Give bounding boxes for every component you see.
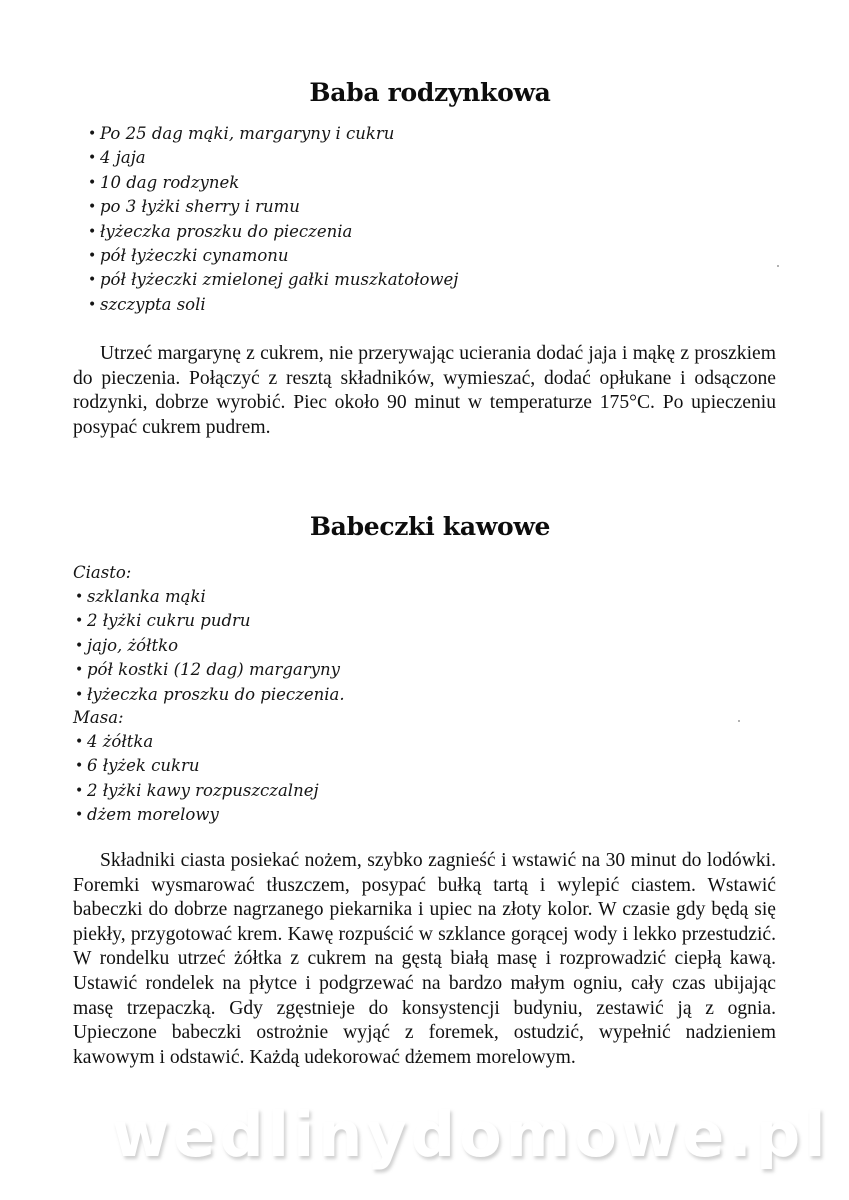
bullet-icon: • xyxy=(88,199,97,216)
ingredient-item: • łyżeczka proszku do pieczenia xyxy=(88,220,458,244)
ingredient-item: • 10 dag rodzynek xyxy=(88,171,458,195)
bullet-icon: • xyxy=(75,734,84,750)
ingredient-item: • 6 łyżek cukru xyxy=(75,754,319,778)
ingredient-item: • pół łyżeczki zmielonej gałki muszkatołowej xyxy=(88,268,458,292)
ingredient-list-masa xyxy=(75,730,319,828)
ingredient-item: • pół łyżeczki cynamonu xyxy=(88,244,458,268)
bullet-icon: • xyxy=(75,662,84,679)
bullet-icon: • xyxy=(75,758,84,775)
scan-speck xyxy=(777,265,779,267)
ingredient-item: • 2 łyżki kawy rozpuszczalnej xyxy=(75,779,319,803)
bullet-icon: • xyxy=(75,807,84,824)
bullet-icon: • xyxy=(88,272,97,289)
ingredient-item: • łyżeczka proszku do pieczenia. xyxy=(75,683,345,707)
ingredient-item: • szczypta soli xyxy=(88,293,458,317)
bullet-icon: • xyxy=(88,248,97,265)
bullet-icon: • xyxy=(88,223,97,240)
section-label-ciasto: Ciasto: xyxy=(73,563,132,582)
instructions-baba: Utrzeć margarynę z cukrem, nie przerywając ucierania dodać jaja i mąkę z proszkiem do pieczenia. Połączyć z resztą składników, wymieszać, dodać opłukane i odsączone rodzynki, dobrze wyrobić. Piec około 90 minut w temperaturze 175°C. Po upieczeniu posypać cukrem pudrem. xyxy=(73,343,776,438)
bullet-icon: • xyxy=(88,296,97,313)
ingredient-list-ciasto xyxy=(75,585,345,707)
bullet-icon: • xyxy=(88,126,97,142)
bullet-icon: • xyxy=(75,589,84,605)
ingredient-item: • dżem morelowy xyxy=(75,803,319,827)
bullet-icon: • xyxy=(75,637,84,654)
bullet-icon: • xyxy=(75,613,84,630)
instructions-babeczki: Składniki ciasta posiekać nożem, szybko zagnieść i wstawić na 30 minut do lodówki. Foremki wysmarować tłuszczem, posypać bułką tartą i wylepić ciastem. Wstawić babeczki do dobrze nagrzanego piekarnika i upiec na złoty kolor. W czasie gdy będą się piekły, przygotować krem. Kawę rozpuścić w szklance gorącej wody i lekko przestudzić. W rondelku utrzeć żółtka z cukrem na gęstą białą masę i rozprowadzić ciepłą kawą. Ustawić rondelek na płytce i podgrzewać na bardzo małym ogniu, cały czas ubijając masę trzepaczką. Gdy zgęstnieje do konsystencji budyniu, zestawić ją z ognia. Upieczone babeczki ostrożnie wyjąć z foremek, ostudzić, wypełnić nadzieniem kawowym i odstawić. Każdą udekorować dżemem morelowym. xyxy=(73,850,776,1068)
bullet-icon: • xyxy=(75,782,84,799)
watermark: wedlinydomowe.pl xyxy=(112,1098,830,1171)
recipe-title-baba-rodzynkowa: Baba rodzynkowa xyxy=(309,78,551,107)
ingredient-item: • po 3 łyżki sherry i rumu xyxy=(88,195,458,219)
recipe-title-babeczki-kawowe: Babeczki kawowe xyxy=(309,512,551,541)
ingredient-item: • 4 jaja xyxy=(88,146,458,170)
ingredient-item: • 4 żółtka xyxy=(75,730,319,754)
ingredient-item: • Po 25 dag mąki, margaryny i cukru xyxy=(88,122,458,146)
scan-speck xyxy=(738,720,740,722)
ingredient-item: • jajo, żółtko xyxy=(75,634,345,658)
ingredient-item: • 2 łyżki cukru pudru xyxy=(75,609,345,633)
section-label-masa: Masa: xyxy=(73,708,124,727)
ingredient-list-baba xyxy=(88,122,458,317)
bullet-icon: • xyxy=(88,150,97,167)
ingredient-item: • szklanka mąki xyxy=(75,585,345,609)
ingredient-item: • pół kostki (12 dag) margaryny xyxy=(75,658,345,682)
bullet-icon: • xyxy=(75,686,84,703)
bullet-icon: • xyxy=(88,174,97,191)
